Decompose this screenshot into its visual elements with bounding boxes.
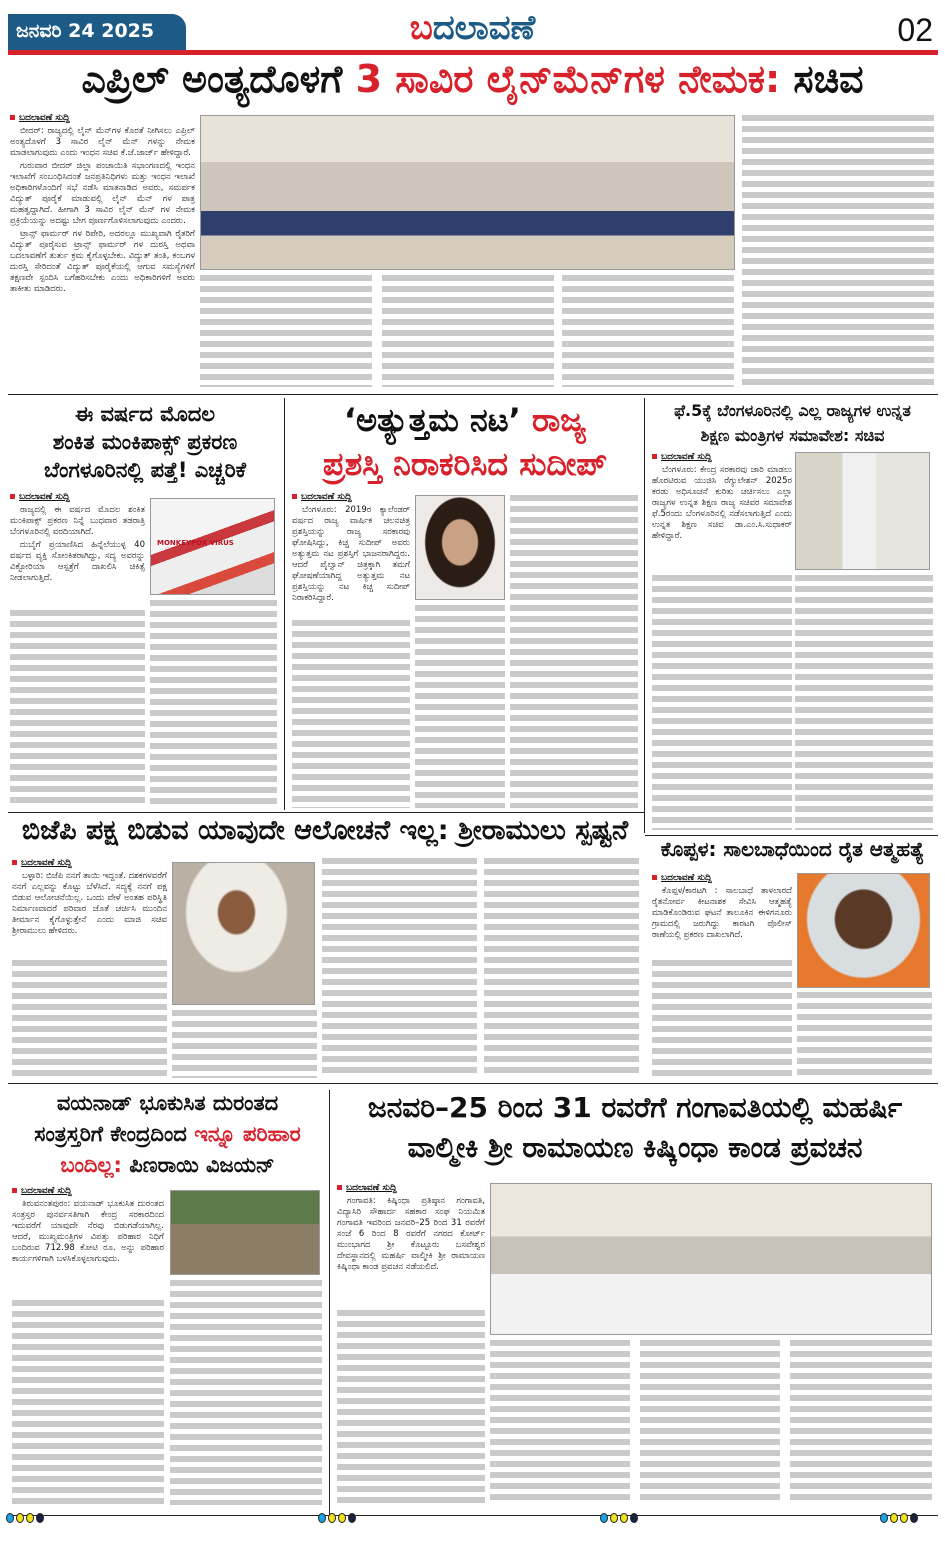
article-body [484,858,639,1078]
wayanad-headline: ವಯನಾಡ್ ಭೂಕುಸಿತ ದುರಂತದ ಸಂತ್ರಸ್ತರಿಗೆ ಕೇಂದ್ರದಿಂದ ಇನ್ನೂ ಪರಿಹಾರ ಬಂದಿಲ್ಲ: ಪಿಣರಾಯಿ ವಿಜಯನ್ [34,1091,301,1177]
footer-rule [8,1515,938,1516]
koppal-headline: ಕೊಪ್ಪಳ: ಸಾಲಬಾಧೆಯಿಂದ ರೈತ ಆತ್ಮಹತ್ಯೆ [660,837,925,861]
article-body [322,858,477,1078]
farmer-photo [797,873,930,988]
dot [890,1513,898,1523]
article-body [10,610,145,808]
lead-headline: ಎಪ್ರಿಲ್ ಅಂತ್ಯದೊಳಗೆ 3 ಸಾವಿರ ಲೈನ್‌ಮೆನ್‌ಗಳ ನೇಮಕ: ಸಚಿವ [81,57,864,101]
sudeep-article: ಬದಲಾವಣೆ ಸುದ್ದಿ ಬೆಂಗಳೂರು: 2019ರ ಕ್ಯಾಲೆಂಡರ್ ವರ್ಷದ ರಾಜ್ಯ ವಾರ್ಷಿಕ ಚಲನಚಿತ್ರ ಪ್ರಶಸ್ತಿಯನ್ನು ರಾಜ್ಯ ಸರಕಾರವು ಘೋಷಿಸಿದ್ದು, ಕಿಚ್ಚ ಸುದೀಪ್ ಅವರು ಅತ್ಯುತ್ತಮ ನಟ ಪ್ರಶಸ್ತಿಗೆ ಭಾಜನರಾಗಿದ್ದರು. ಆದರೆ ಪೈಲ್ವಾನ್ ಚಿತ್ರಕ್ಕಾಗಿ ತಮಗೆ ಘೋಷಣೆಯಾಗಿದ್ದ ಅತ್ಯುತ್ತಮ ನಟ ಪ್ರಶಸ್ತಿಯನ್ನು ನಟ ಕಿಚ್ಚ ಸುದೀಪ್ ನಿರಾಕರಿಸಿದ್ದಾರೆ. [292,492,410,603]
article-body [490,1340,630,1505]
sriramulu-article: ಬದಲಾವಣೆ ಸುದ್ದಿ ಬಳ್ಳಾರಿ: ಬಿಜೆಪಿ ನನಗೆ ತಾಯಿ ಇದ್ದಂತೆ. ದಶಕಗಳವರೆಗೆ ನನಗೆ ಎಲ್ಲವನ್ನು ಕೊಟ್ಟು ಬೆಳೆಸಿದೆ. ಸದ್ಯಕ್ಕೆ ನನಗೆ ಪಕ್ಷ ಬಿಡುವ ಆಲೋಚನೆಯಿಲ್ಲ. ಒಂದು ವೇಳೆ ಅಂತಹ ಪರಿಸ್ಥಿತಿ ನಿರ್ಮಾಣವಾದರೆ ಪರಿವಾರ ಜೊತೆ ಚರ್ಚಿಸಿ ಮುಂದಿನ ತೀರ್ಮಾನ ಕೈಗೊಳ್ಳುತ್ತೇನೆ ಎಂದು ಮಾಜಿ ಸಚಿವ ಶ್ರೀರಾಮುಲು ಹೇಳಿದರು. [12,858,167,936]
dot [6,1513,14,1523]
footer-dots [880,1513,918,1523]
dot [328,1513,336,1523]
dot [900,1513,908,1523]
divider [645,835,938,836]
lead-article-col1 [10,113,195,388]
sriramulu-headline: ಬಿಜೆಪಿ ಪಕ್ಷ ಬಿಡುವ ಯಾವುದೇ ಆಲೋಚನೆ ಇಲ್ಲ: ಶ್ರೀರಾಮುಲು ಸ್ಪಷ್ಟನೆ [21,815,629,846]
dot [610,1513,618,1523]
wayanad-article: ಬದಲಾವಣೆ ಸುದ್ದಿ ತಿರುವನಂತಪುರಂ: ವಯನಾಡ್ ಭೂಕುಸಿತ ದುರಂತದ ಸಂತ್ರಸ್ತರ ಪುನರ್ವಸತಿಗಾಗಿ ಕೇಂದ್ರ ಸರಕಾರದಿಂದ ಇದುವರೆಗೆ ಯಾವುದೇ ನೆರವು ಬಿಡುಗಡೆಯಾಗಿಲ್ಲ. ಆದರೆ, ಮುಖ್ಯಮಂತ್ರಿಗಳ ವಿಪತ್ತು ಪರಿಹಾರ ನಿಧಿಗೆ ಬಂದಿರುವ 712.98 ಕೋಟಿ ರೂ. ಅನ್ನು ಪರಿಹಾರ ಕಾರ್ಯಗಳಿಗಾಗಿ ಬಳಸಿಕೊಳ್ಳಲಾಗುವುದು. [12,1186,164,1264]
article-body [382,275,554,387]
dot [36,1513,44,1523]
article-body [292,620,410,808]
landslide-photo [170,1190,320,1275]
article-body [200,275,372,387]
article-body [742,115,934,387]
mpox-headline: ಈ ವರ್ಷದ ಮೊದಲ ಶಂಕಿತ ಮಂಕಿಪಾಕ್ಸ್ ಪ್ರಕರಣ ಬೆಂಗಳೂರಿನಲ್ಲಿ ಪತ್ತೆ! ಎಚ್ಚರಿಕೆ [44,402,246,482]
article-body [12,960,167,1078]
article-body [652,575,792,830]
minister-photo [795,452,930,570]
page-number: 02 [897,12,933,48]
issue-date: ಜನವರಿ 24 2025 [8,14,186,52]
sriramulu-photo [172,862,315,1005]
footer-dots [6,1513,44,1523]
divider [644,398,645,833]
byline: ಬದಲಾವಣೆ ಸುದ್ದಿ [10,113,195,123]
article-body [562,275,734,387]
dot [338,1513,346,1523]
dot [16,1513,24,1523]
edu-headline: ಫೆ.5ಕ್ಕೆ ಬೆಂಗಳೂರಿನಲ್ಲಿ ಎಲ್ಲ ರಾಜ್ಯಗಳ ಉನ್ನತ ಶಿಕ್ಷಣ ಮಂತ್ರಿಗಳ ಸಮಾವೇಶ: ಸಚಿವ [674,401,911,445]
dot [318,1513,326,1523]
article-body [172,1010,317,1078]
sudeep-photo [415,495,505,600]
divider [284,398,285,810]
sudeep-headline: ‘ಅತ್ಯುತ್ತಮ ನಟ’ ರಾಜ್ಯ ಪ್ರಶಸ್ತಿ ನಿರಾಕರಿಸಿದ ಸುದೀಪ್ [322,401,608,483]
divider [8,1083,938,1084]
ramayana-article: ಬದಲಾವಣೆ ಸುದ್ದಿ ಗಂಗಾವತಿ: ಕಿಷ್ಕಿಂಧಾ ಪ್ರತಿಷ್ಠಾನ ಗಂಗಾವತಿ, ವಿದ್ಯಾಸಿರಿ ಸೌಹಾರ್ದ ಸಹಕಾರ ಸಂಘ ನಿಯಮಿತ ಗಂಗಾವತಿ ಇವರಿಂದ ಜನವರಿ–25 ರಿಂದ 31 ರವರೆಗೆ ಸಂಜೆ 6 ರಿಂದ 8 ರವರೆಗೆ ನಗರದ ಕೋರ್ಟ್ ಮುಂಭಾಗದ ಶ್ರೀ ಕೊಟ್ಟೂರು ಬಸವೇಶ್ವರ ದೇವಸ್ಥಾನದಲ್ಲಿ ಮಹರ್ಷಿ ವಾಲ್ಮೀಕಿ ಶ್ರೀ ರಾಮಾಯಣ ಕಿಷ್ಕಿಂಧಾ ಕಾಂಡ ಪ್ರವಚನ ನಡೆಯಲಿದೆ. [337,1183,485,1272]
article-body [510,495,638,808]
article-body [640,1340,780,1505]
divider [8,394,938,395]
koppal-article: ಬದಲಾವಣೆ ಸುದ್ದಿ ಕೊಪ್ಪಳ/ಕಾರಟಗಿ : ಸಾಲಬಾಧೆ ತಾಳಲಾರದೆ ರೈತನೋರ್ವ ಕೀಟನಾಶಕ ಸೇವಿಸಿ ಆತ್ಮಹತ್ಯೆ ಮಾಡಿಕೊಂಡಿರುವ ಘಟನೆ ತಾಲೂಕಿನ ಈಳಿಗನೂರು ಗ್ರಾಮದಲ್ಲಿ ಜರುಗಿದ್ದು ಕಾರಟಗಿ ಪೊಲೀಸ್ ಠಾಣೆಯಲ್ಲಿ ಪ್ರಕರಣ ದಾಖಲಾಗಿದೆ. [652,873,792,940]
masthead-logo: ಬದಲಾವಣೆ [409,8,536,48]
article-body [652,960,792,1080]
mpox-article: ಬದಲಾವಣೆ ಸುದ್ದಿ ರಾಜ್ಯದಲ್ಲಿ ಈ ವರ್ಷದ ಮೊದಲ ಶಂಕಿತ ಮಂಕಿಪಾಕ್ಸ್ ಪ್ರಕರಣ ನಿನ್ನೆ ಬುಧವಾರ ತಡರಾತ್ರಿ ಬೆಂಗಳೂರಿನಲ್ಲಿ ವರದಿಯಾಗಿದೆ. ದುಬೈಗೆ ಪ್ರಯಾಣಿಸಿದ ಹಿನ್ನೆಲೆಯುಳ್ಳ 40 ವರ್ಷದ ವ್ಯಕ್ತಿ ಸೋಂಕಿತರಾಗಿದ್ದು, ಸದ್ಯ ಅವರನ್ನು ವಿಕ್ಟೋರಿಯಾ ಆಸ್ಪತ್ರೆಗೆ ದಾಖಲಿಸಿ ಚಿಕಿತ್ಸೆ ನೀಡಲಾಗುತ್ತಿದೆ. [10,492,145,583]
article-body [12,1300,164,1505]
article-body [150,600,277,808]
article-body [797,992,932,1080]
edu-article: ಬದಲಾವಣೆ ಸುದ್ದಿ ಬೆಂಗಳೂರು: ಕೇಂದ್ರ ಸರಕಾರವು ಜಾರಿ ಮಾಡಲು ಹೊರಟಿರುವ ಯುಜಿಸಿ ರೆಗ್ಯುಲೇಶನ್ 2025ರ ಕರಡು ಅಧಿಸೂಚನೆ ಕುರಿತು ಚರ್ಚಿಸಲು ಎಲ್ಲಾ ರಾಜ್ಯಗಳ ಉನ್ನತ ಶಿಕ್ಷಣ ರಾಜ್ಯ ಸಚಿವರ ಸಮಾವೇಶ ಫೆ.5ರಂದು ಬೆಂಗಳೂರಿನಲ್ಲಿ ನಡೆಸಲಾಗುತ್ತಿದೆ ಎಂದು ಉನ್ನತ ಶಿಕ್ಷಣ ಸಚಿವ ಡಾ.ಎಂ.ಸಿ.ಸುಧಾಕರ್ ಹೇಳಿದ್ದಾರೆ. [652,452,792,541]
ramayana-headline: ಜನವರಿ–25 ರಿಂದ 31 ರವರೆಗೆ ಗಂಗಾವತಿಯಲ್ಲಿ ಮಹರ್ಷಿ ವಾಲ್ಮೀಕಿ ಶ್ರೀ ರಾಮಾಯಣ ಕಿಷ್ಕಿಂಧಾ ಕಾಂಡ ಪ್ರವಚನ [367,1091,903,1164]
article-body [170,1280,322,1505]
article-body [795,575,933,830]
article-body: ಬೀದರ್: ರಾಜ್ಯದಲ್ಲಿ ಲೈನ್ ಮೆನ್‌ಗಳ ಕೊರತೆ ನೀಗಿಸಲು ಎಪ್ರಿಲ್ ಅಂತ್ಯದೊಳಗೆ 3 ಸಾವಿರ ಲೈನ್ ಮೆನ್ ಗಳನ್ನು ನೇಮಕ ಮಾಡಲಾಗುವುದು ಎಂದು ಇಂಧನ ಸಚಿವ ಕೆ.ಜೆ.ಜಾರ್ಜ್ ಹೇಳಿದ್ದಾರೆ. ಗುರುವಾರ ಬೀದರ್ ಜಿಲ್ಲಾ ಪಂಚಾಯಿತಿ ಸಭಾಂಗಣದಲ್ಲಿ ಇಂಧನ ಇಲಾಖೆಗೆ ಸಂಬಂಧಿಸಿದಂತೆ ಜನಪ್ರತಿನಿಧಿಗಳು ಮತ್ತು ಇಂಧನ ಇಲಾಖೆ ಅಧಿಕಾರಿಗಳೊಂದಿಗೆ ಸಭೆ ನಡೆಸಿ ಮಾತನಾಡಿದ ಅವರು, ಸಮರ್ಪಕ ವಿದ್ಯುತ್ ಪೂರೈಕೆ ಮಾಡುವಲ್ಲಿ ಲೈನ್ ಮೆನ್ ಗಳ ಪಾತ್ರ ಮಹತ್ವದ್ದಾಗಿದೆ. ಹೀಗಾಗಿ 3 ಸಾವಿರ ಲೈನ್ ಮೆನ್ ಗಳ ನೇಮಕ ಪ್ರಕ್ರಿಯೆಯನ್ನು ಅದಷ್ಟು ಬೇಗ ಪೂರ್ಣಗೊಳಿಸಲಾಗುವುದು ಎಂದರು. ಟ್ರಾನ್ಸ್ ಫಾರ್ಮರ್ ಗಳ ರಿಪೇರಿ, ಅದರಲ್ಲೂ ಮುಖ್ಯವಾಗಿ ರೈತರಿಗೆ ವಿದ್ಯುತ್ ಪೂರೈಸುವ ಟ್ರಾನ್ಸ್ ಫಾರ್ಮರ್ ಗಳ ದುರಸ್ತಿ ಅಥವಾ ಬದಲಾವಣೆಗೆ ತುರ್ತು ಕ್ರಮ ಕೈಗೊಳ್ಳಬೇಕು. ವಿದ್ಯುತ್ ತಂತಿ, ಕಂಬಗಳ ದುರಸ್ತಿ ಸೇರಿದಂತೆ ವಿದ್ಯುತ್ ಪೂರೈಕೆಯಲ್ಲಿ ಆಗುವ ಸಮಸ್ಯೆಗಳಿಗೆ ತಕ್ಷಣವೇ ಸ್ಪಂದಿಸಿ ಬಗೆಹರಿಸಬೇಕು ಎಂದು ಅಧಿಕಾರಿಗಳಿಗೆ ಅವರು ತಾಕೀತು ಮಾಡಿದರು. [10,126,195,294]
book-release-photo [490,1183,932,1335]
dot [26,1513,34,1523]
article-body [790,1340,932,1505]
monkeypox-vials-image: MONKEYPOX VIRUS [150,498,275,595]
dot [348,1513,356,1523]
article-body [337,1310,485,1505]
divider [8,812,644,813]
dot [880,1513,888,1523]
header-rule [8,50,938,55]
dot [620,1513,628,1523]
dot [630,1513,638,1523]
divider [329,1090,330,1515]
dot [910,1513,918,1523]
dot [600,1513,608,1523]
meeting-photo [200,115,735,270]
footer-dots [600,1513,638,1523]
footer-dots [318,1513,356,1523]
article-body [415,605,505,808]
